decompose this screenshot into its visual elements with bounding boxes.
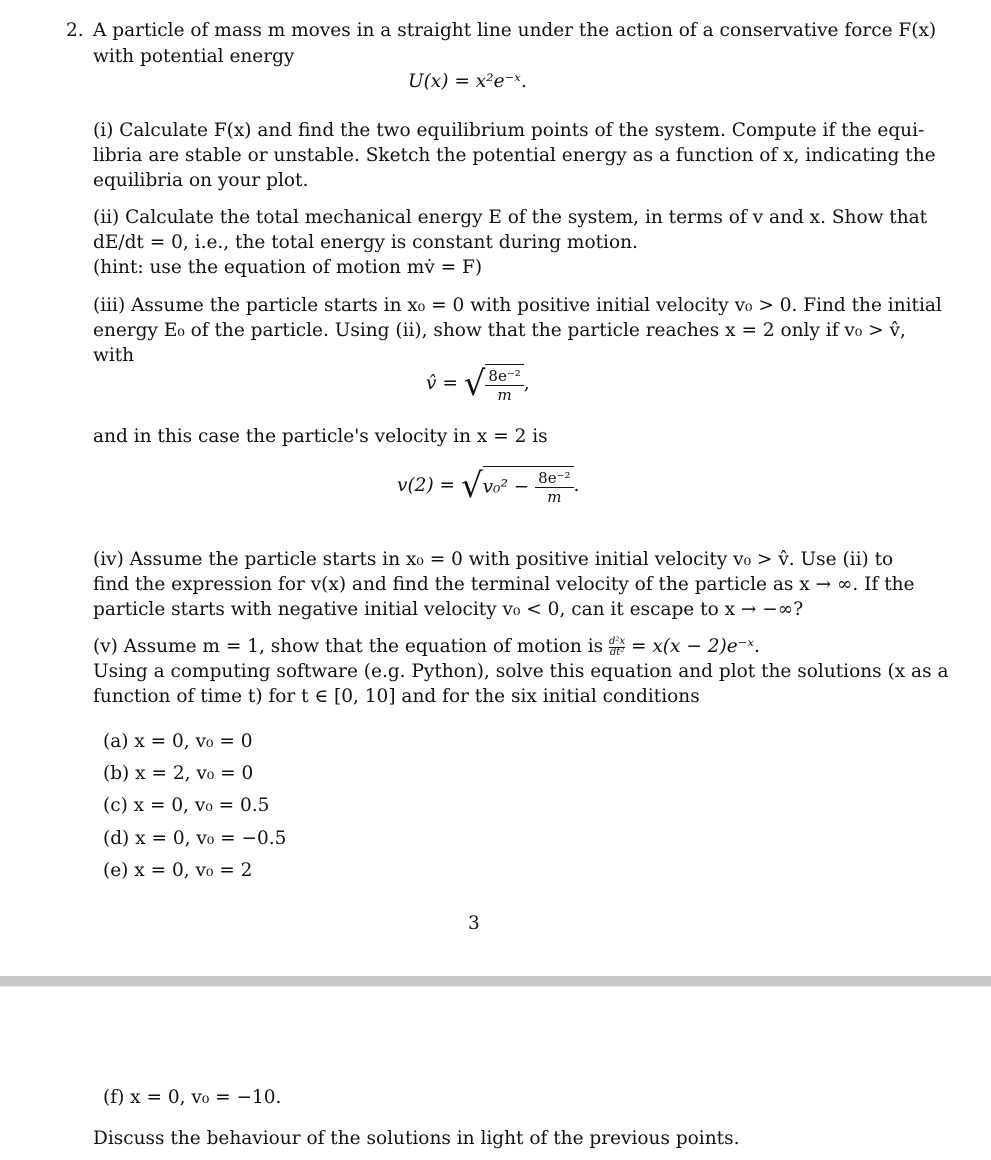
part-ii-line-2: dE/dt = 0, i.e., the total energy is constant during motion. [93, 232, 638, 253]
v2-numerator: 8e⁻² [535, 469, 573, 488]
part-iii-line-3: with [93, 345, 135, 366]
part-ii-line-1: (ii) Calculate the total mechanical energy E of the system, in terms of v and x. Show that [93, 207, 928, 228]
part-i-line-3: equilibria on your plot. [93, 170, 309, 191]
part-iii-line-2: energy E₀ of the particle. Using (ii), show that the particle reaches x = 2 only if v₀ > v̂, [93, 320, 906, 341]
vhat-numerator: 8e⁻² [485, 367, 523, 386]
part-i-line-1: (i) Calculate F(x) and find the two equilibrium points of the system. Compute if the equi- [93, 120, 925, 141]
v2-sqrt [461, 466, 574, 506]
problem-intro-line-2: with potential energy [93, 46, 295, 67]
second-derivative-den: dt² [609, 646, 625, 658]
document-page-4 [0, 987, 991, 1160]
condition-b: (b) x = 2, v₀ = 0 [103, 763, 254, 784]
problem-number: 2. [66, 20, 84, 41]
part-i-line-2: libria are stable or unstable. Sketch the potential energy as a function of x, indicating the [93, 145, 936, 166]
vhat-lhs: v̂ = [426, 373, 458, 394]
vhat-denominator: m [497, 386, 512, 404]
condition-d: (d) x = 0, v₀ = −0.5 [103, 828, 287, 849]
page-separator [0, 976, 991, 987]
condition-a: (a) x = 0, v₀ = 0 [103, 731, 253, 752]
second-derivative-num: d²x [609, 635, 626, 647]
vhat-sqrt [464, 364, 524, 404]
closing-instruction: Discuss the behaviour of the solutions in light of the previous points. [93, 1128, 740, 1149]
second-derivative-fraction [609, 637, 625, 658]
problem-intro-line-1: A particle of mass m moves in a straight line under the action of a conservative force F(x) [93, 20, 937, 41]
page-number: 3 [468, 913, 480, 934]
part-ii-line-3: (hint: use the equation of motion mv̇ = F) [93, 257, 483, 278]
v2-denominator: m [547, 488, 562, 506]
v2-lhs: v(2) = [397, 475, 456, 496]
part-v-line-2: Using a computing software (e.g. Python), solve this equation and plot the solutions (x as a [93, 661, 949, 682]
v2-equation [397, 466, 579, 506]
condition-c: (c) x = 0, v₀ = 0.5 [103, 795, 270, 816]
part-iv-line-1: (iv) Assume the particle starts in x₀ = 0 with positive initial velocity v₀ > v̂. Use (ii) to [93, 549, 894, 570]
part-v-line-1-pre: (v) Assume m = 1, show that the equation of motion is [93, 636, 604, 657]
condition-e: (e) x = 0, v₀ = 2 [103, 860, 253, 881]
part-iii-line-1: (iii) Assume the particle starts in x₀ = 0 with positive initial velocity v₀ > 0. Find the initial [93, 295, 942, 316]
part-iv-line-2: find the expression for v(x) and find the terminal velocity of the particle as x → ∞. If the [93, 574, 915, 595]
condition-f: (f) x = 0, v₀ = −10. [103, 1087, 282, 1108]
potential-formula: U(x) = x²e⁻ˣ. [408, 71, 527, 92]
part-iii-line-4: and in this case the particle's velocity in x = 2 is [93, 426, 548, 447]
sqrt-sign-icon: √ [460, 466, 483, 506]
vhat-tail: , [523, 373, 530, 394]
part-v-line-1 [93, 634, 760, 659]
sqrt-sign-icon: √ [463, 364, 486, 404]
v2-term: v₀² − [482, 476, 530, 498]
part-v-line-3: function of time t) for t ∈ [0, 10] and for the six initial conditions [93, 686, 700, 707]
v2-tail: . [573, 475, 580, 496]
part-iv-line-3: particle starts with negative initial velocity v₀ < 0, can it escape to x → −∞? [93, 599, 804, 620]
vhat-equation [426, 364, 530, 404]
part-v-line-1-post: = x(x − 2)e⁻ˣ. [630, 636, 760, 657]
